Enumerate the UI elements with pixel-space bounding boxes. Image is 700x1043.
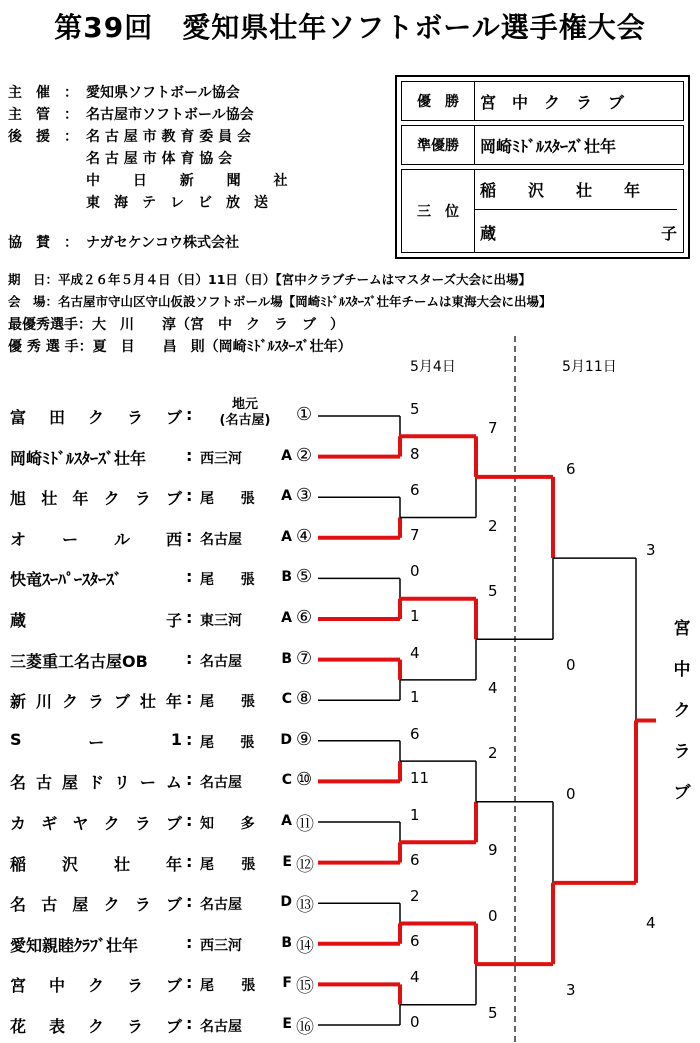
organizer-value: 東 海 テ レ ビ 放 送 — [86, 195, 268, 211]
team-colon: : — [186, 486, 193, 506]
team-name-char: ク — [103, 895, 120, 915]
team-region-part: 西三河 — [200, 937, 242, 954]
team-region — [200, 651, 292, 671]
team-colon: : — [186, 729, 193, 749]
team-name-char: ブ — [165, 1017, 182, 1036]
runnerup-value: 岡崎ﾐﾄﾞﾙｽﾀｰｽﾞ壮年 — [480, 136, 617, 156]
team-region-part: C — [281, 691, 292, 708]
team-region — [200, 975, 292, 995]
team-name — [10, 446, 182, 469]
score-label: 0 — [410, 1013, 420, 1031]
team-name-char: ブ — [165, 895, 182, 915]
organizer-value: 名 古 屋 市 教 育 委 員 会 — [86, 129, 251, 145]
team-region-part: D — [280, 894, 292, 911]
team-region-part: 名古屋 — [200, 653, 242, 670]
detail-line: 会 場：名古屋市守山区守山仮設ソフトボール場【岡崎ﾐﾄﾞﾙｽﾀｰｽﾞ壮年チームは東海大会に出場】 — [8, 294, 552, 309]
team-colon: : — [186, 811, 193, 830]
team-name — [10, 770, 182, 793]
team-colon: : — [186, 932, 193, 952]
team-name-char: S — [10, 729, 22, 749]
team-region — [200, 691, 292, 711]
team-region-part: 尾 — [200, 572, 214, 589]
team-region-part: 西三河 — [200, 450, 242, 467]
team-name-char: ラ — [87, 692, 104, 712]
team-name-char: ラ — [134, 489, 151, 509]
team-region-part: A — [281, 813, 292, 829]
team-seed-number: ⑩ — [296, 769, 313, 791]
team-name-char: 屋 — [72, 895, 89, 915]
champion-char: 中 — [673, 660, 691, 680]
team-region-part: 多 — [240, 816, 255, 832]
team-name-char: 花 — [10, 1017, 27, 1036]
organizer-value: 中 日 新 聞 社 — [86, 173, 288, 189]
team-region-part: 張 — [240, 694, 255, 711]
team-name-char: 壮 — [139, 692, 156, 712]
winner-value: 宮 中 ク ラ ブ — [480, 92, 625, 112]
score-label: 11 — [410, 769, 430, 788]
team-name-char: ブ — [165, 976, 182, 996]
team-name-char: ラ — [126, 1017, 143, 1036]
team-name-char: ク — [61, 692, 78, 712]
team-region-part: A — [281, 488, 292, 505]
team-seed-number: ⑧ — [296, 688, 313, 710]
team-name — [10, 852, 182, 875]
score-label: 5 — [410, 400, 420, 418]
score-label: 6 — [410, 850, 420, 869]
team-name-char: ド — [87, 773, 104, 793]
page-title: 第39回 愛知県壮年ソフトボール選手権大会 — [54, 11, 646, 44]
team-name — [10, 527, 182, 550]
team-name-char: ブ — [165, 408, 182, 427]
team-name-char: ク — [103, 814, 120, 833]
team-name-char: ギ — [41, 814, 58, 833]
score-label: 3 — [646, 541, 656, 560]
team-region — [200, 1016, 292, 1036]
detail-line: 期 日：平成２６年５月４日（日）11日（日）【宮中クラブチームはマスターズ大会に出場】 — [8, 272, 532, 287]
team-name-char: リ — [113, 773, 130, 793]
organizer-colon: ： — [64, 129, 78, 145]
team-region-part: A — [281, 447, 292, 464]
team-region-part: 尾 — [200, 491, 214, 508]
organizer-value: 愛知県ソフトボール協会 — [86, 85, 240, 101]
score-label: 6 — [410, 481, 420, 500]
team-region-part: 尾 — [200, 694, 214, 711]
team-region — [200, 935, 292, 955]
score-label: 1 — [410, 688, 420, 707]
organizer-label: 後 援 — [8, 129, 50, 145]
team-seed-number: ⑤ — [296, 566, 313, 588]
team-name — [10, 730, 182, 753]
team-seed-number: ⑭ — [296, 935, 314, 957]
team-region-part: C — [281, 772, 292, 789]
team-seed-number: ⑯ — [296, 1017, 314, 1038]
team-name — [10, 405, 182, 428]
team-name-char: ル — [113, 529, 130, 549]
score-label: 4 — [488, 678, 498, 697]
score-label: 0 — [488, 906, 498, 925]
team-seed-number: ③ — [296, 485, 313, 507]
score-label: 4 — [410, 643, 420, 662]
team-name-char: 古 — [35, 773, 52, 793]
team-name — [10, 1014, 182, 1037]
team-name-char: 年 — [72, 489, 89, 509]
team-name-char: ク — [87, 976, 104, 996]
score-label: 3 — [566, 981, 576, 1000]
runnerup-label: 準優勝 — [402, 126, 475, 164]
team-name-char: 年 — [165, 854, 182, 874]
team-region-part: 張 — [240, 572, 255, 589]
team-name-char: 古 — [41, 895, 58, 915]
team-name-char: ブ — [113, 692, 130, 712]
third-value-1: 稲 沢 壮 年 — [474, 170, 677, 210]
score-label: 4 — [410, 968, 420, 987]
team-colon: : — [186, 608, 193, 627]
score-label: 6 — [410, 931, 420, 950]
score-label: 4 — [646, 913, 656, 932]
team-colon: : — [186, 851, 193, 871]
team-colon: : — [186, 770, 193, 790]
team-region-part: 地元 — [231, 397, 258, 412]
team-region-part: 尾 — [200, 856, 214, 873]
team-name-char: ラ — [126, 976, 143, 996]
team-region-part: F — [282, 975, 292, 992]
team-name-char: 蔵 — [10, 611, 27, 630]
detail-line: 最優秀選手：大 川 淳（宮 中 ク ラ ブ ） — [8, 317, 344, 333]
team-colon: : — [186, 973, 193, 993]
team-region-part: 知 — [200, 816, 214, 832]
team-region-part: 張 — [241, 856, 256, 873]
date-day2: 5月11日 — [562, 359, 617, 375]
team-name-char: 快竜ｽｰﾊﾟｰｽﾀｰｽﾞ — [10, 570, 123, 590]
team-name-char: カ — [10, 814, 27, 833]
score-label: 9 — [488, 841, 498, 860]
team-name-char: ク — [103, 489, 120, 509]
score-label: 1 — [410, 806, 420, 824]
organizer-value: 名古屋市ソフトボール協会 — [86, 107, 254, 123]
team-region — [200, 569, 292, 589]
team-name-char: 富 — [10, 408, 27, 427]
team-seed-number: ⑪ — [296, 814, 314, 835]
team-region-part: 東三河 — [200, 613, 242, 629]
score-label: 8 — [410, 444, 420, 463]
team-name-char: 田 — [48, 408, 65, 427]
team-name-char: 稲 — [10, 854, 27, 874]
team-name-char: ー — [61, 529, 78, 549]
organizer-value: ナガセケンコウ株式会社 — [86, 235, 240, 251]
team-name-char: 壮 — [113, 854, 130, 874]
score-label: 6 — [566, 459, 576, 478]
winner-label: 優 勝 — [402, 82, 475, 120]
team-seed-number: ⑥ — [296, 607, 313, 628]
organizer-label: 主 管 — [8, 107, 50, 123]
score-label: 5 — [488, 581, 498, 600]
champion-char: ブ — [673, 783, 691, 803]
team-region-part: B — [281, 934, 292, 951]
team-name-char: 名 — [10, 773, 27, 793]
team-name-char: 愛知親睦ｸﾗﾌﾞ壮年 — [10, 935, 139, 955]
team-colon: : — [186, 648, 193, 668]
score-label: 7 — [410, 525, 420, 544]
team-colon: : — [186, 445, 193, 465]
team-name-char: ブ — [165, 814, 182, 833]
third-value-2b: 子 — [660, 223, 677, 243]
team-region-part: 名古屋 — [200, 1019, 242, 1035]
team-name — [10, 486, 182, 509]
champion-char: 宮 — [673, 619, 691, 639]
team-region-part: B — [281, 569, 292, 586]
team-region-part: 張 — [241, 978, 256, 995]
team-name-char: 年 — [165, 692, 182, 712]
team-name-char: オ — [10, 529, 27, 549]
team-region — [200, 772, 292, 792]
team-region — [200, 732, 292, 752]
third-value-2a: 蔵 — [480, 223, 497, 243]
team-name-char: ブ — [165, 489, 182, 509]
score-label: 2 — [488, 516, 498, 535]
team-region — [200, 488, 292, 508]
team-colon: : — [186, 405, 193, 424]
team-colon: : — [186, 1014, 193, 1033]
score-label: 0 — [566, 784, 576, 803]
team-region-part: B — [281, 650, 292, 667]
team-seed-number: ⑦ — [296, 647, 313, 669]
team-region — [200, 813, 292, 833]
team-seed-number: ⑨ — [296, 728, 313, 750]
score-label: 6 — [410, 724, 420, 743]
team-region — [200, 529, 292, 549]
team-seed-number: ⑮ — [296, 976, 314, 998]
team-region — [200, 894, 292, 914]
team-name-char: ラ — [134, 895, 151, 915]
team-colon: : — [186, 892, 193, 912]
champion-char: ラ — [673, 742, 691, 762]
team-name — [10, 811, 182, 834]
team-name-char: ク — [87, 408, 104, 427]
team-name-char: ラ — [126, 408, 143, 427]
organizer-colon: ： — [64, 235, 78, 251]
team-name-char: 屋 — [61, 773, 78, 793]
team-region-part: E — [282, 853, 292, 870]
team-name — [10, 649, 182, 672]
team-seed-number: ① — [296, 404, 313, 425]
team-name-char: 西 — [165, 529, 182, 549]
third-label: 三 位 — [402, 170, 475, 252]
score-label: 1 — [410, 607, 420, 625]
team-region — [200, 854, 292, 874]
team-region-part: A — [281, 528, 292, 545]
score-label: 0 — [410, 562, 420, 581]
team-name — [10, 892, 182, 915]
team-region-part: 張 — [240, 734, 255, 751]
team-seed-number: ② — [296, 444, 313, 466]
team-name-char: 三菱重工名古屋OB — [10, 651, 148, 671]
team-name-char: 宮 — [10, 976, 27, 996]
team-name-char: 岡崎ﾐﾄﾞﾙｽﾀｰｽﾞ壮年 — [10, 448, 147, 468]
team-name-char: ム — [165, 773, 182, 793]
organizer-colon: ： — [64, 107, 78, 123]
team-region — [200, 448, 292, 468]
team-name-char: ク — [87, 1017, 104, 1036]
team-name — [10, 608, 182, 631]
team-name-char: 1 — [170, 729, 182, 749]
team-name-char: 川 — [35, 692, 52, 712]
team-seed-number: ④ — [296, 525, 313, 547]
team-region-part: E — [282, 1016, 292, 1032]
team-region-part: 尾 — [200, 978, 214, 995]
team-region-part: 名古屋 — [200, 775, 242, 792]
team-name-char: ヤ — [72, 814, 89, 833]
team-colon: : — [186, 526, 193, 546]
team-region — [200, 610, 292, 630]
team-name — [10, 933, 182, 956]
team-name-char: 沢 — [61, 854, 78, 874]
team-region-part: (名古屋) — [219, 413, 271, 428]
team-seed-number: ⑫ — [296, 854, 314, 876]
team-region — [200, 397, 290, 429]
team-name-char: 新 — [10, 692, 27, 712]
team-region-part: 尾 — [200, 734, 214, 751]
team-name — [10, 689, 182, 712]
team-name-char: 旭 — [10, 489, 27, 509]
team-name-char: ー — [139, 773, 156, 793]
detail-line: 優 秀 選 手：夏 目 昌 則（岡崎ﾐﾄﾞﾙｽﾀｰｽﾞ壮年） — [8, 339, 352, 355]
score-label: 2 — [488, 744, 498, 763]
team-region-part: 張 — [240, 491, 255, 508]
team-colon: : — [186, 567, 193, 587]
team-seed-number: ⑬ — [296, 895, 314, 917]
organizer-label: 主 催 — [8, 85, 50, 101]
team-region-part: A — [281, 610, 292, 626]
team-region-part: 名古屋 — [200, 531, 242, 548]
team-name-char: ー — [88, 732, 105, 752]
team-name — [10, 973, 182, 996]
date-day1: 5月4日 — [410, 359, 456, 375]
champion-char: ク — [673, 701, 691, 721]
organizer-value: 名 古 屋 市 体 育 協 会 — [86, 151, 233, 167]
score-label: 2 — [410, 887, 420, 906]
team-name-char: 名 — [10, 895, 27, 915]
team-region-part: D — [280, 731, 292, 748]
team-name-char: 表 — [48, 1017, 65, 1036]
team-name — [10, 567, 182, 590]
score-label: 7 — [488, 419, 498, 438]
team-name-char: 中 — [48, 976, 65, 996]
score-label: 0 — [566, 656, 576, 675]
team-region-part: 名古屋 — [200, 897, 242, 914]
team-name-char: 壮 — [41, 489, 58, 509]
organizer-colon: ： — [64, 85, 78, 101]
organizer-label: 協 賛 — [8, 235, 50, 251]
score-label: 5 — [488, 1003, 498, 1022]
team-name-char: ラ — [134, 814, 151, 833]
team-name-char: 子 — [165, 611, 182, 630]
team-colon: : — [186, 689, 193, 709]
